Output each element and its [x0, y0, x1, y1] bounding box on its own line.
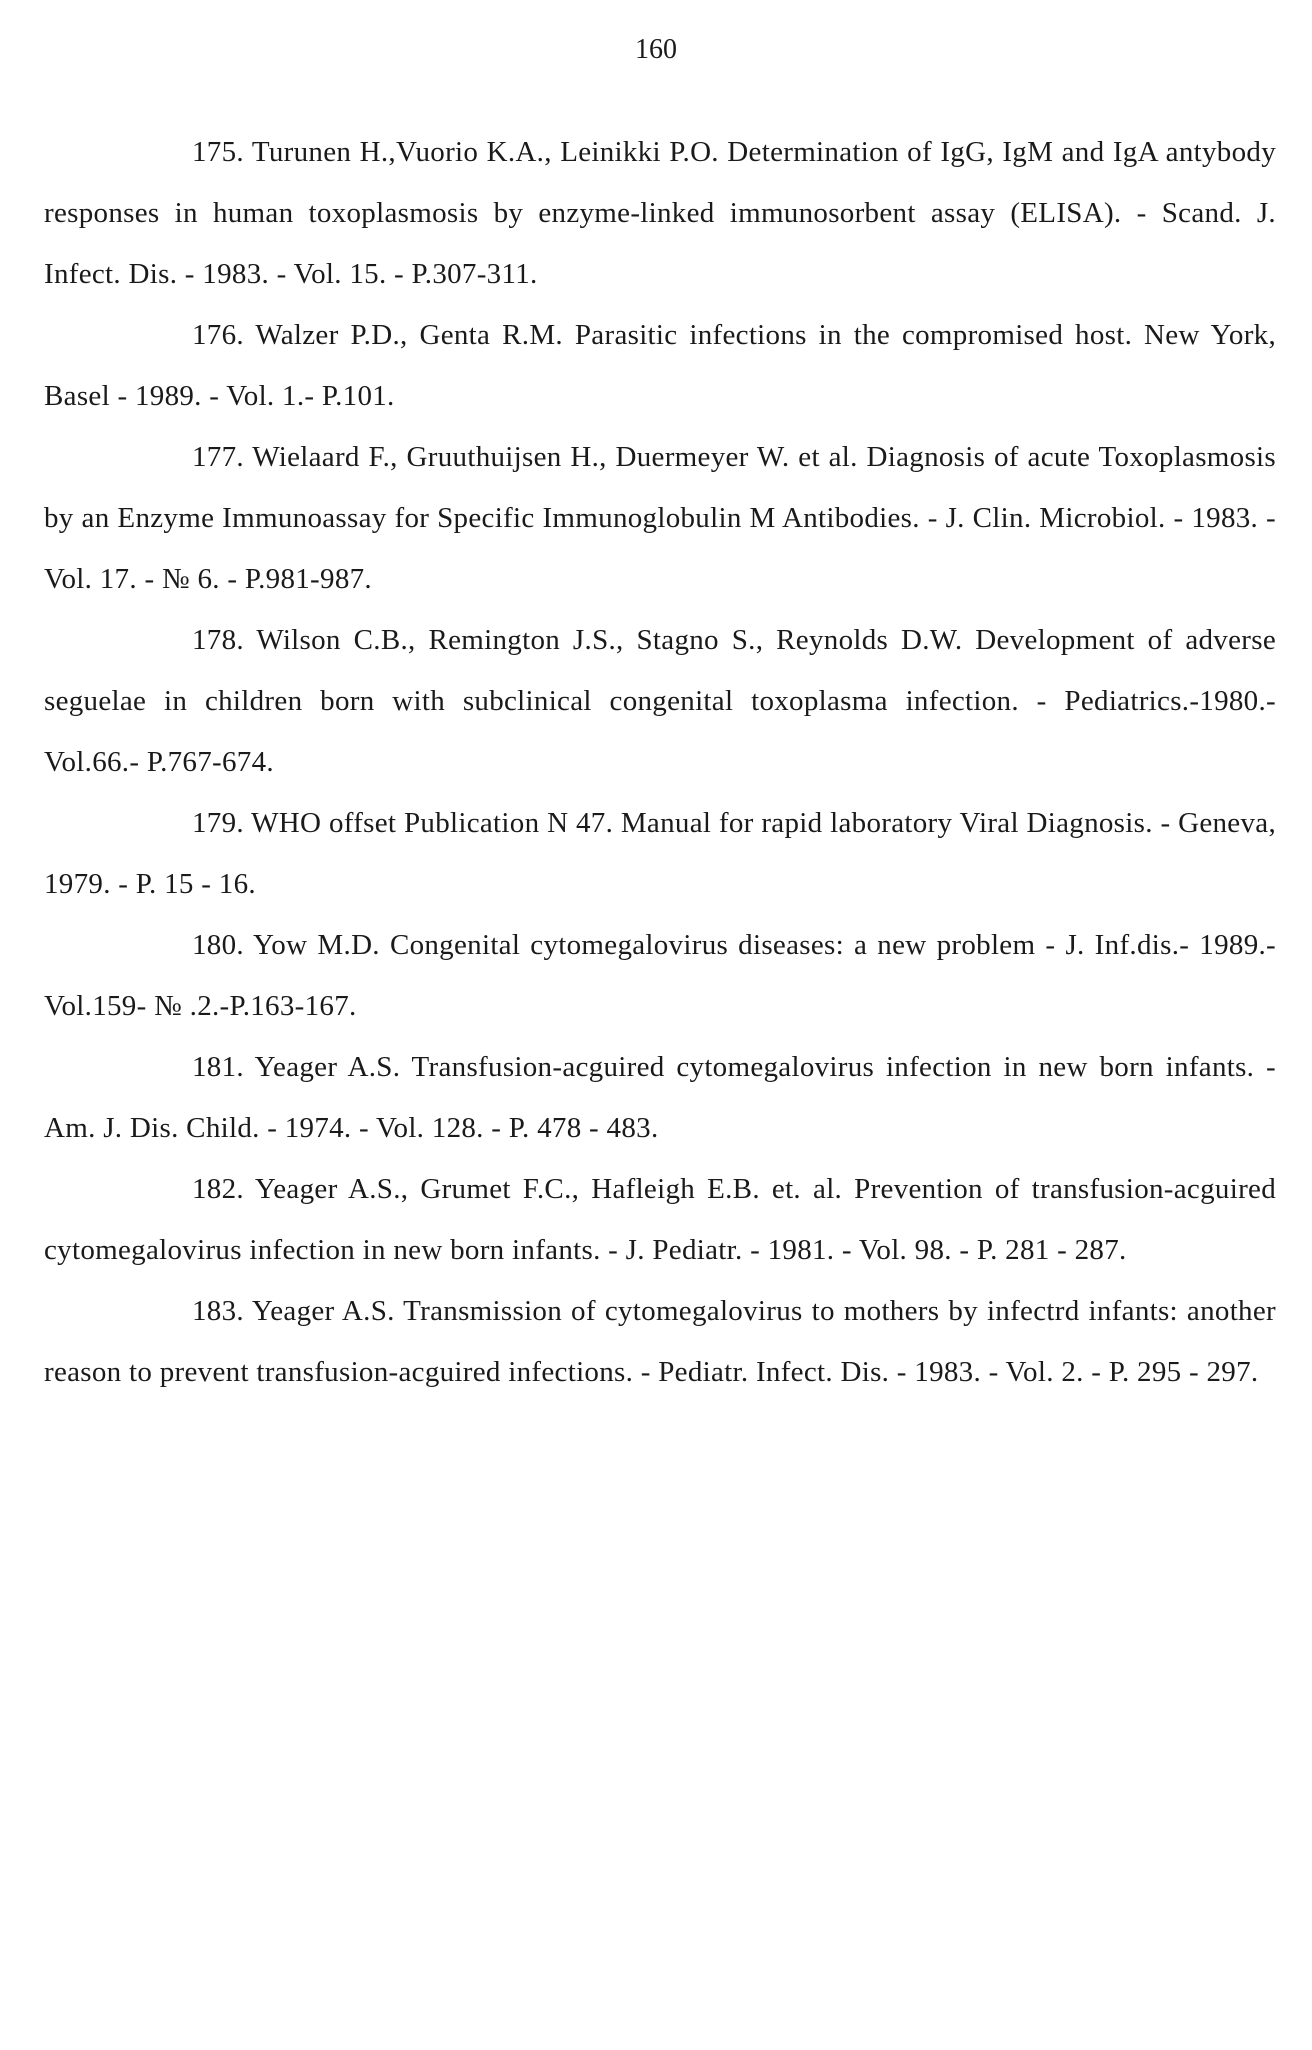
reference-179: 179. WHO offset Publication N 47. Manual for rapid laboratory Viral Diagnosis. - Geneva, 1979. - P. 15 - 16.: [44, 807, 1276, 900]
reference-181: 181. Yeager A.S. Transfusion-acguired cytomegalovirus infection in new born infants. - Am. J. Dis. Child. - 1974. - Vol. 128. - P. 478 - 483.: [44, 1051, 1276, 1144]
reference-177: 177. Wielaard F., Gruuthuijsen H., Duermeyer W. et al. Diagnosis of acute Toxoplasmosis by an Enzyme Immunoassay for Specific Immunoglobulin M Antibodies. - J. Clin. Microbiol. - 1983. - Vol. 17. - № 6. - P.981-987.: [44, 441, 1276, 595]
reference-182: 182. Yeager A.S., Grumet F.C., Hafleigh E.B. et. al. Prevention of transfusion-acguired cytomegalovirus infection in new born infants. - J. Pediatr. - 1981. - Vol. 98. - P. 281 - 287.: [44, 1173, 1276, 1266]
reference-178: 178. Wilson C.B., Remington J.S., Stagno S., Reynolds D.W. Development of adverse seguelae in children born with subclinical congenital toxoplasma infection. - Pediatrics.-1980.- Vol.66.- P.767-674.: [44, 624, 1276, 778]
reference-176: 176. Walzer P.D., Genta R.M. Parasitic infections in the compromised host. New York, Basel - 1989. - Vol. 1.- P.101.: [44, 319, 1276, 412]
page-number: 160: [635, 34, 677, 65]
reference-183: 183. Yeager A.S. Transmission of cytomegalovirus to mothers by infectrd infants: another reason to prevent transfusion-acguired infections. - Pediatr. Infect. Dis. - 1983. - Vol. 2. - P. 295 - 297.: [44, 1295, 1276, 1388]
reference-list: [44, 122, 1276, 1403]
reference-180: 180. Yow M.D. Congenital cytomegalovirus diseases: a new problem - J. Inf.dis.- 1989.- Vol.159- № .2.-P.163-167.: [44, 929, 1276, 1022]
reference-175: 175. Turunen H.,Vuorio K.A., Leinikki P.O. Determination of IgG, IgM and IgA antybody responses in human toxoplasmosis by enzyme-linked immunosorbent assay (ELISA). - Scand. J. Infect. Dis. - 1983. - Vol. 15. - P.307-311.: [44, 136, 1276, 290]
